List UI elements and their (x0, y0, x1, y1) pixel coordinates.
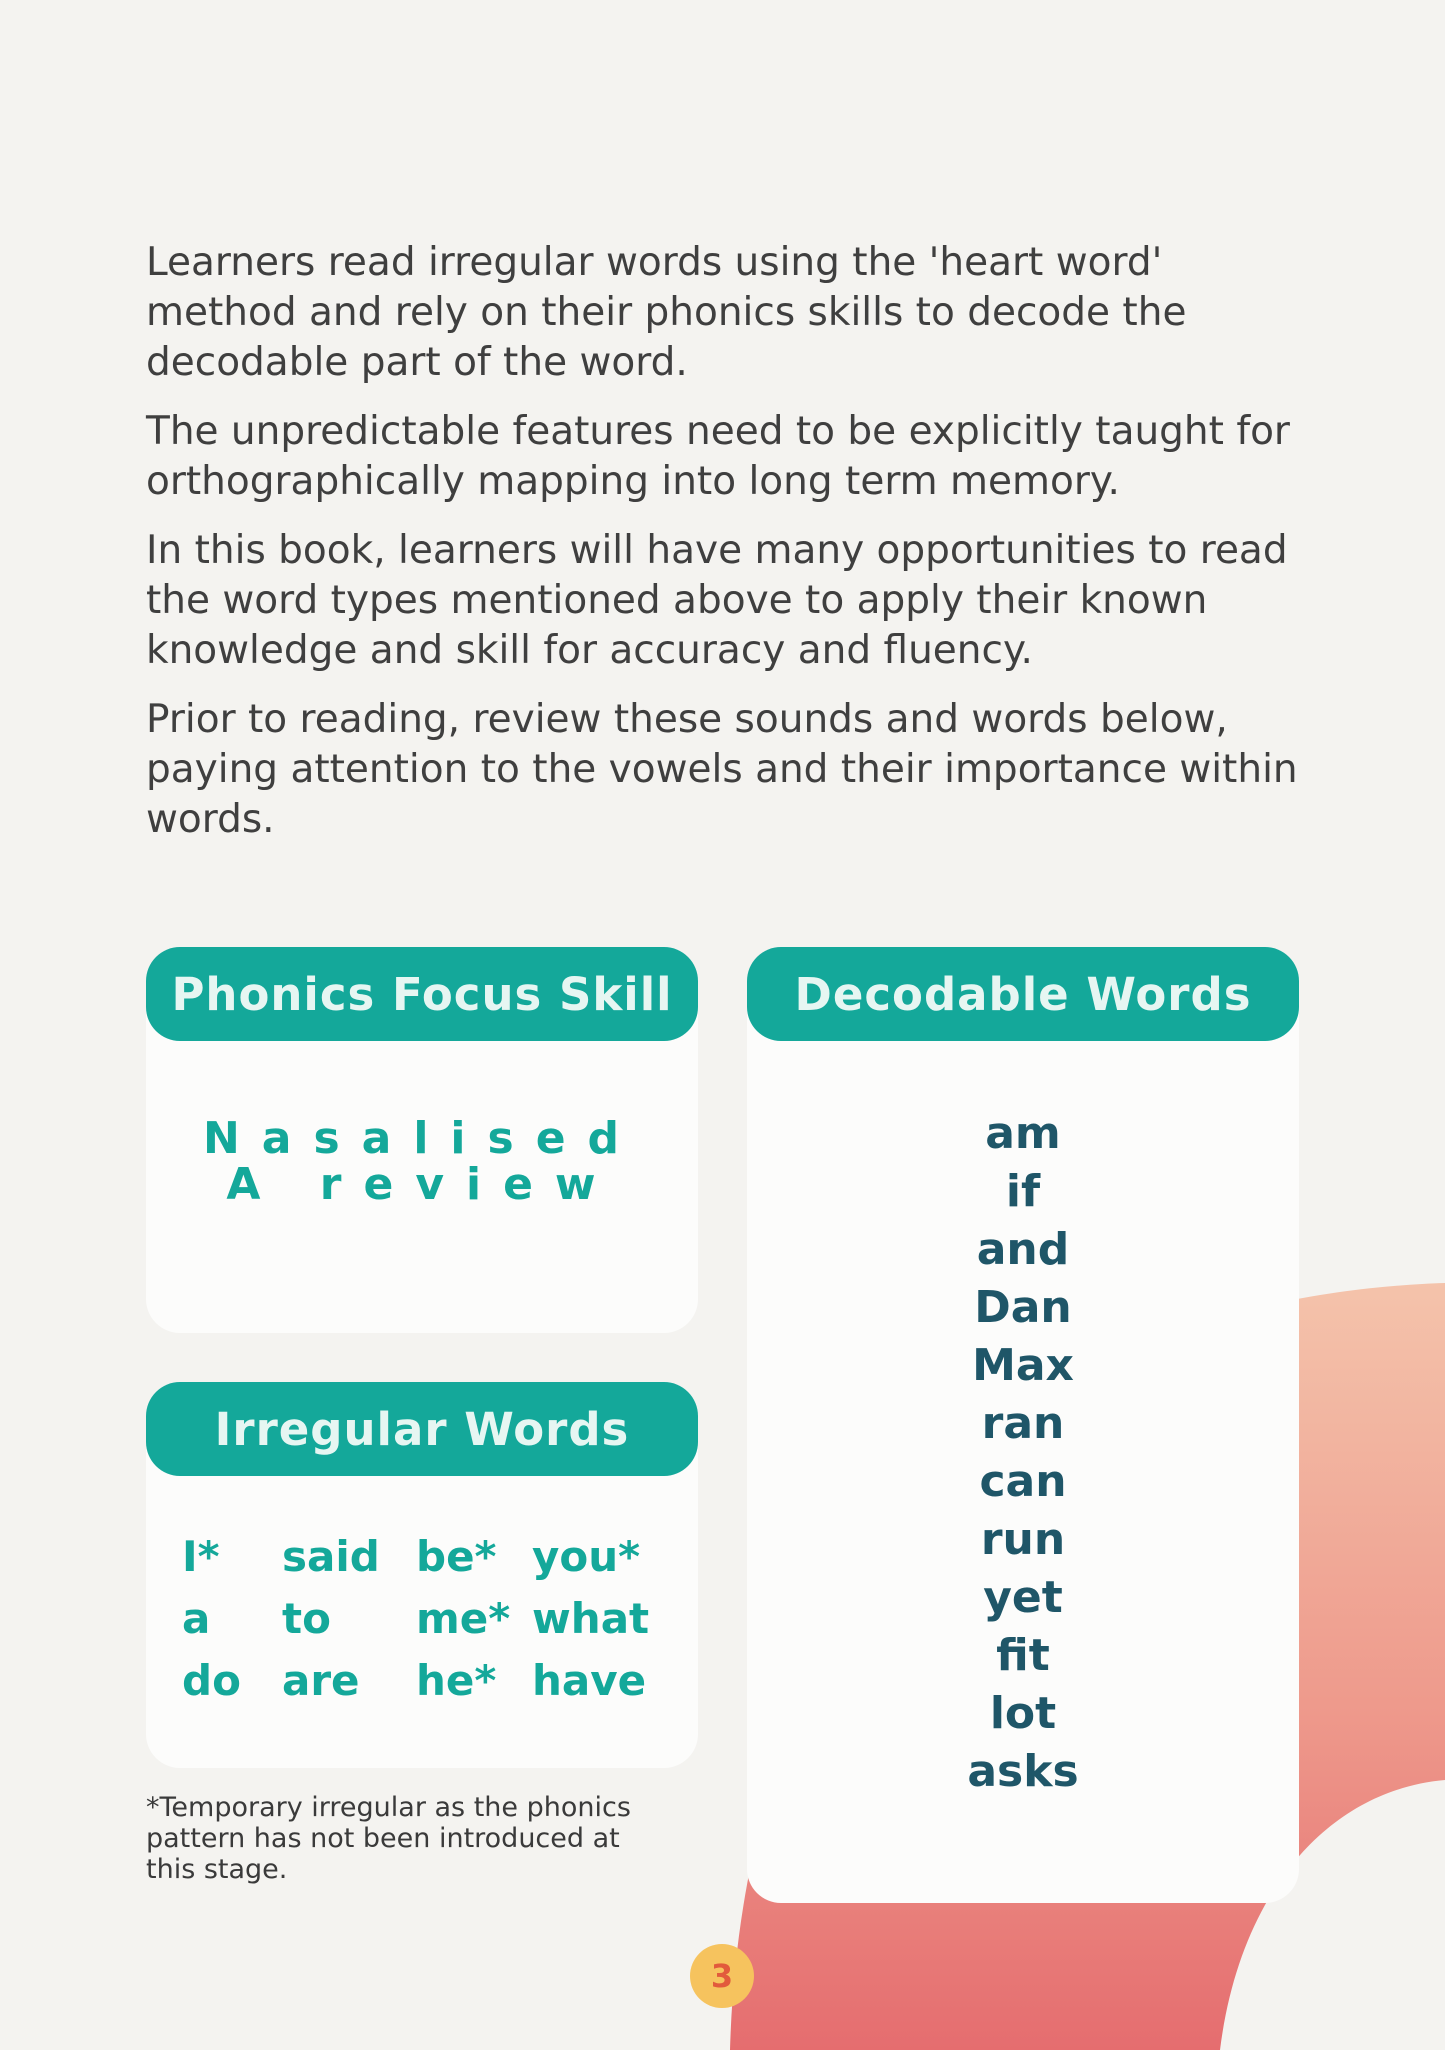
decodable-word: Max (972, 1340, 1074, 1391)
irregular-word: I* (182, 1532, 220, 1581)
phonics-focus-title: Phonics Focus Skill (146, 947, 698, 1041)
phonics-focus-skill: Nasalised A review (202, 1113, 642, 1210)
decodable-word: fit (996, 1630, 1050, 1681)
decodable-word: if (1005, 1166, 1041, 1217)
intro-paragraph: The unpredictable features need to be explicitly taught for orthographically mapping into long term memory. (146, 409, 1290, 504)
irregular-word: said (282, 1532, 380, 1581)
decodable-word: and (976, 1224, 1070, 1275)
irregular-words-grid (182, 1532, 672, 1706)
irregular-word: he* (416, 1656, 497, 1705)
decodable-word: lot (989, 1688, 1057, 1739)
irregular-word: do (182, 1656, 241, 1705)
irregular-word: to (282, 1594, 331, 1643)
decodable-word: Dan (974, 1282, 1072, 1333)
decodable-words-card (747, 947, 1299, 1903)
irregular-word: be* (416, 1532, 497, 1581)
footnote: *Temporary irregular as the phonics pattern has not been introduced at this stage. (146, 1792, 631, 1885)
irregular-word: a (182, 1594, 211, 1643)
intro-paragraph: Learners read irregular words using the 'heart word' method and rely on their phonics skills to decode the decodable part of the word. (146, 240, 1187, 385)
irregular-word: what (532, 1594, 650, 1643)
decodable-words-list (747, 1105, 1299, 1801)
decodable-word: run (980, 1514, 1066, 1565)
irregular-words-card (146, 1382, 698, 1768)
irregular-words-title: Irregular Words (146, 1382, 698, 1476)
decodable-word: can (979, 1456, 1067, 1507)
decodable-word: ran (981, 1398, 1065, 1449)
irregular-word: are (282, 1656, 360, 1705)
intro-paragraph: In this book, learners will have many opportunities to read the word types mentioned above to apply their known knowledge and skill for accuracy and fluency. (146, 528, 1288, 673)
decodable-word: am (985, 1108, 1061, 1159)
intro-text (146, 238, 1316, 864)
decodable-word: asks (967, 1746, 1079, 1797)
irregular-word: you* (532, 1532, 641, 1581)
decodable-word: yet (983, 1572, 1063, 1623)
intro-paragraph: Prior to reading, review these sounds and words below, paying attention to the vowels and their importance within words. (146, 697, 1298, 842)
irregular-word: me* (416, 1594, 511, 1643)
decodable-words-title: Decodable Words (747, 947, 1299, 1041)
irregular-word: have (532, 1656, 647, 1705)
page-number: 3 (690, 1944, 754, 2008)
phonics-focus-card (146, 947, 698, 1333)
